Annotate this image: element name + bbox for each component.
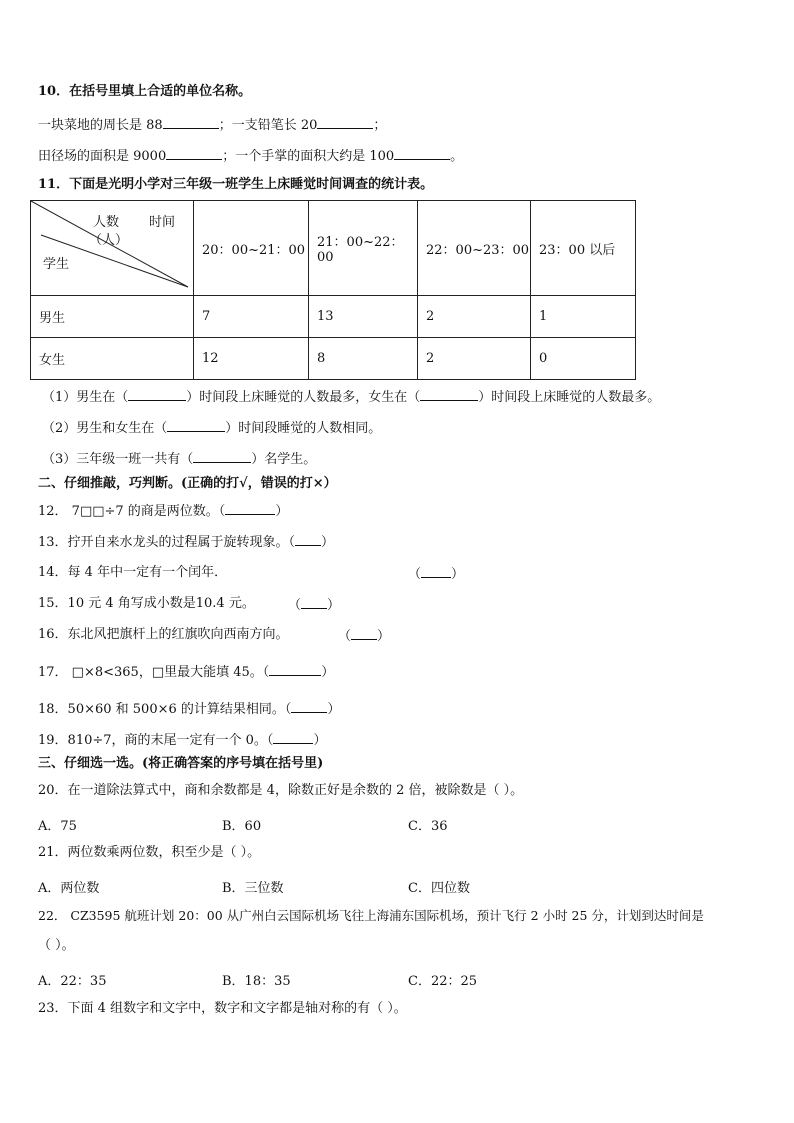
q22-option-b[interactable]: B．18：35 <box>222 974 291 989</box>
judge-15-blank[interactable] <box>301 596 327 609</box>
judge-15-close: ） <box>327 598 341 613</box>
q22-option-c[interactable]: C．22：25 <box>408 974 478 989</box>
q10-line2-text-a: 田径场的面积是 9000 <box>38 149 167 164</box>
judge-item-19 <box>38 731 326 749</box>
q11-blank-1[interactable] <box>128 388 186 401</box>
col-header-1: 21：00~22：00 <box>309 201 418 296</box>
judge-14-open: （ <box>408 567 422 582</box>
judge-13-blank[interactable] <box>295 533 321 546</box>
judge-18-close: ） <box>327 702 341 717</box>
judge-14-text: 14．每 4 年中一定有一个闰年． <box>38 565 228 580</box>
judge-18-blank[interactable] <box>291 700 327 713</box>
judge-16-blank[interactable] <box>351 627 377 640</box>
q11-sub1 <box>42 388 660 406</box>
judge-19-close: ） <box>313 733 327 748</box>
judge-13-close: ） <box>321 535 335 550</box>
q10-line1-text-c: ； <box>373 118 387 133</box>
judge-15-answer <box>288 596 340 614</box>
judge-13-text: 13．拧开自来水龙头的过程属于旋转现象。（ <box>38 535 296 550</box>
q11-sub2-text-a: （2）男生和女生在（ <box>42 421 168 436</box>
section-3-heading: 三、仔细选一选。(将正确答案的序号填在括号里) <box>38 756 324 771</box>
col-header-3: 23：00 以后 <box>531 201 636 296</box>
judge-14-close: ） <box>451 567 465 582</box>
diagonal-header-cell <box>31 201 194 296</box>
q10-line2-text-b: ；一个手掌的面积大约是 100 <box>222 149 395 164</box>
diag-time-label: 时间 <box>149 215 176 230</box>
judge-19-blank[interactable] <box>273 731 313 744</box>
judge-17-text: 17． □×8<365，□里最大能填 45。（ <box>38 665 270 680</box>
q22-text: 22． CZ3595 航班计划 20：00 从广州白云国际机场飞往上海浦东国际机场，预计飞行 2 小时 25 分，计划到达时间是 <box>38 908 704 923</box>
q11-sub2 <box>42 419 381 437</box>
judge-14-answer <box>408 565 464 583</box>
q21-option-b[interactable]: B．三位数 <box>222 881 284 896</box>
judge-16-answer <box>338 627 390 645</box>
judge-item-15 <box>38 596 255 612</box>
table-row <box>31 296 636 338</box>
judge-item-14 <box>38 565 227 581</box>
q10-line2 <box>38 147 463 165</box>
judge-15-text: 15．10 元 4 角写成小数是10.4 元。 <box>38 596 255 611</box>
table-cell: 8 <box>309 338 418 380</box>
table-cell: 1 <box>531 296 636 338</box>
judge-16-open: （ <box>338 629 352 644</box>
survey-table <box>30 200 636 380</box>
q22-text-continued: （ ）。 <box>38 938 75 953</box>
judge-12-text: 12． 7□□÷7 的商是两位数。（ <box>38 504 226 519</box>
diag-unit-label: （人） <box>89 233 129 248</box>
q11-sub1-text-c: ）时间段上床睡觉的人数最多。 <box>478 390 661 405</box>
judge-18-text: 18．50×60 和 500×6 的计算结果相同。（ <box>38 702 292 717</box>
section-2-heading: 二、仔细推敲，巧判断。(正确的打√，错误的打×） <box>38 476 337 491</box>
q10-line1 <box>38 116 386 134</box>
q11-sub3-text-b: ）名学生。 <box>251 452 317 467</box>
col-header-0: 20：00~21：00 <box>194 201 309 296</box>
diag-people-label: 人数 <box>93 215 120 230</box>
q20-option-c[interactable]: C．36 <box>408 819 448 834</box>
judge-17-close: ） <box>321 665 335 680</box>
q23-text: 23．下面 4 组数字和文字中，数字和文字都是轴对称的有（ ）。 <box>38 1001 407 1016</box>
q10-line2-text-c: 。 <box>450 149 464 164</box>
judge-12-close: ） <box>275 504 289 519</box>
q10-blank-4[interactable] <box>394 147 450 160</box>
table-header-row <box>31 201 636 296</box>
row-label-girls: 女生 <box>31 338 194 380</box>
table-cell: 0 <box>531 338 636 380</box>
q20-option-b[interactable]: B．60 <box>222 819 262 834</box>
judge-item-16 <box>38 627 289 643</box>
q11-sub1-text-b: ）时间段上床睡觉的人数最多，女生在（ <box>186 390 421 405</box>
q10-line1-text-a: 一块菜地的周长是 88 <box>38 118 163 133</box>
table-cell: 2 <box>418 296 531 338</box>
q10-title: 10．在括号里填上合适的单位名称。 <box>38 84 252 99</box>
table-cell: 12 <box>194 338 309 380</box>
q11-blank-2[interactable] <box>420 388 478 401</box>
q21-option-a[interactable]: A．两位数 <box>38 881 100 896</box>
judge-item-18 <box>38 700 340 718</box>
table-cell: 2 <box>418 338 531 380</box>
q10-line1-text-b: ；一支铅笔长 20 <box>218 118 318 133</box>
table-cell: 7 <box>194 296 309 338</box>
col-header-2: 22：00~23：00 <box>418 201 531 296</box>
judge-item-17 <box>38 663 334 681</box>
q21-text: 21．两位数乘两位数，积至少是（ ）。 <box>38 845 261 860</box>
q10-blank-3[interactable] <box>166 147 222 160</box>
q11-sub2-text-b: ）时间段睡觉的人数相同。 <box>225 421 382 436</box>
q11-sub3-text-a: （3）三年级一班一共有（ <box>42 452 194 467</box>
judge-item-12 <box>38 502 288 520</box>
q11-title: 11．下面是光明小学对三年级一班学生上床睡觉时间调查的统计表。 <box>38 177 434 192</box>
row-label-boys: 男生 <box>31 296 194 338</box>
judge-14-blank[interactable] <box>421 565 451 578</box>
q22-option-a[interactable]: A．22：35 <box>38 974 107 989</box>
diag-student-label: 学生 <box>43 257 70 272</box>
q20-option-a[interactable]: A．75 <box>38 819 77 834</box>
q11-blank-4[interactable] <box>193 450 251 463</box>
judge-12-blank[interactable] <box>225 502 275 515</box>
table-row <box>31 338 636 380</box>
q11-sub1-text-a: （1）男生在（ <box>42 390 129 405</box>
q10-blank-2[interactable] <box>317 116 373 129</box>
q10-blank-1[interactable] <box>163 116 219 129</box>
q20-text: 20．在一道除法算式中，商和余数都是 4，除数正好是余数的 2 倍，被除数是（ ）。 <box>38 783 524 798</box>
table-cell: 13 <box>309 296 418 338</box>
judge-16-text: 16．东北风把旗杆上的红旗吹向西南方向。 <box>38 627 289 642</box>
judge-16-close: ） <box>377 629 391 644</box>
judge-item-13 <box>38 533 334 551</box>
judge-17-blank[interactable] <box>269 663 321 676</box>
q11-sub3 <box>42 450 316 468</box>
judge-15-open: （ <box>288 598 302 613</box>
judge-19-text: 19．810÷7，商的末尾一定有一个 0。（ <box>38 733 274 748</box>
q21-option-c[interactable]: C．四位数 <box>408 881 470 896</box>
q11-blank-3[interactable] <box>167 419 225 432</box>
